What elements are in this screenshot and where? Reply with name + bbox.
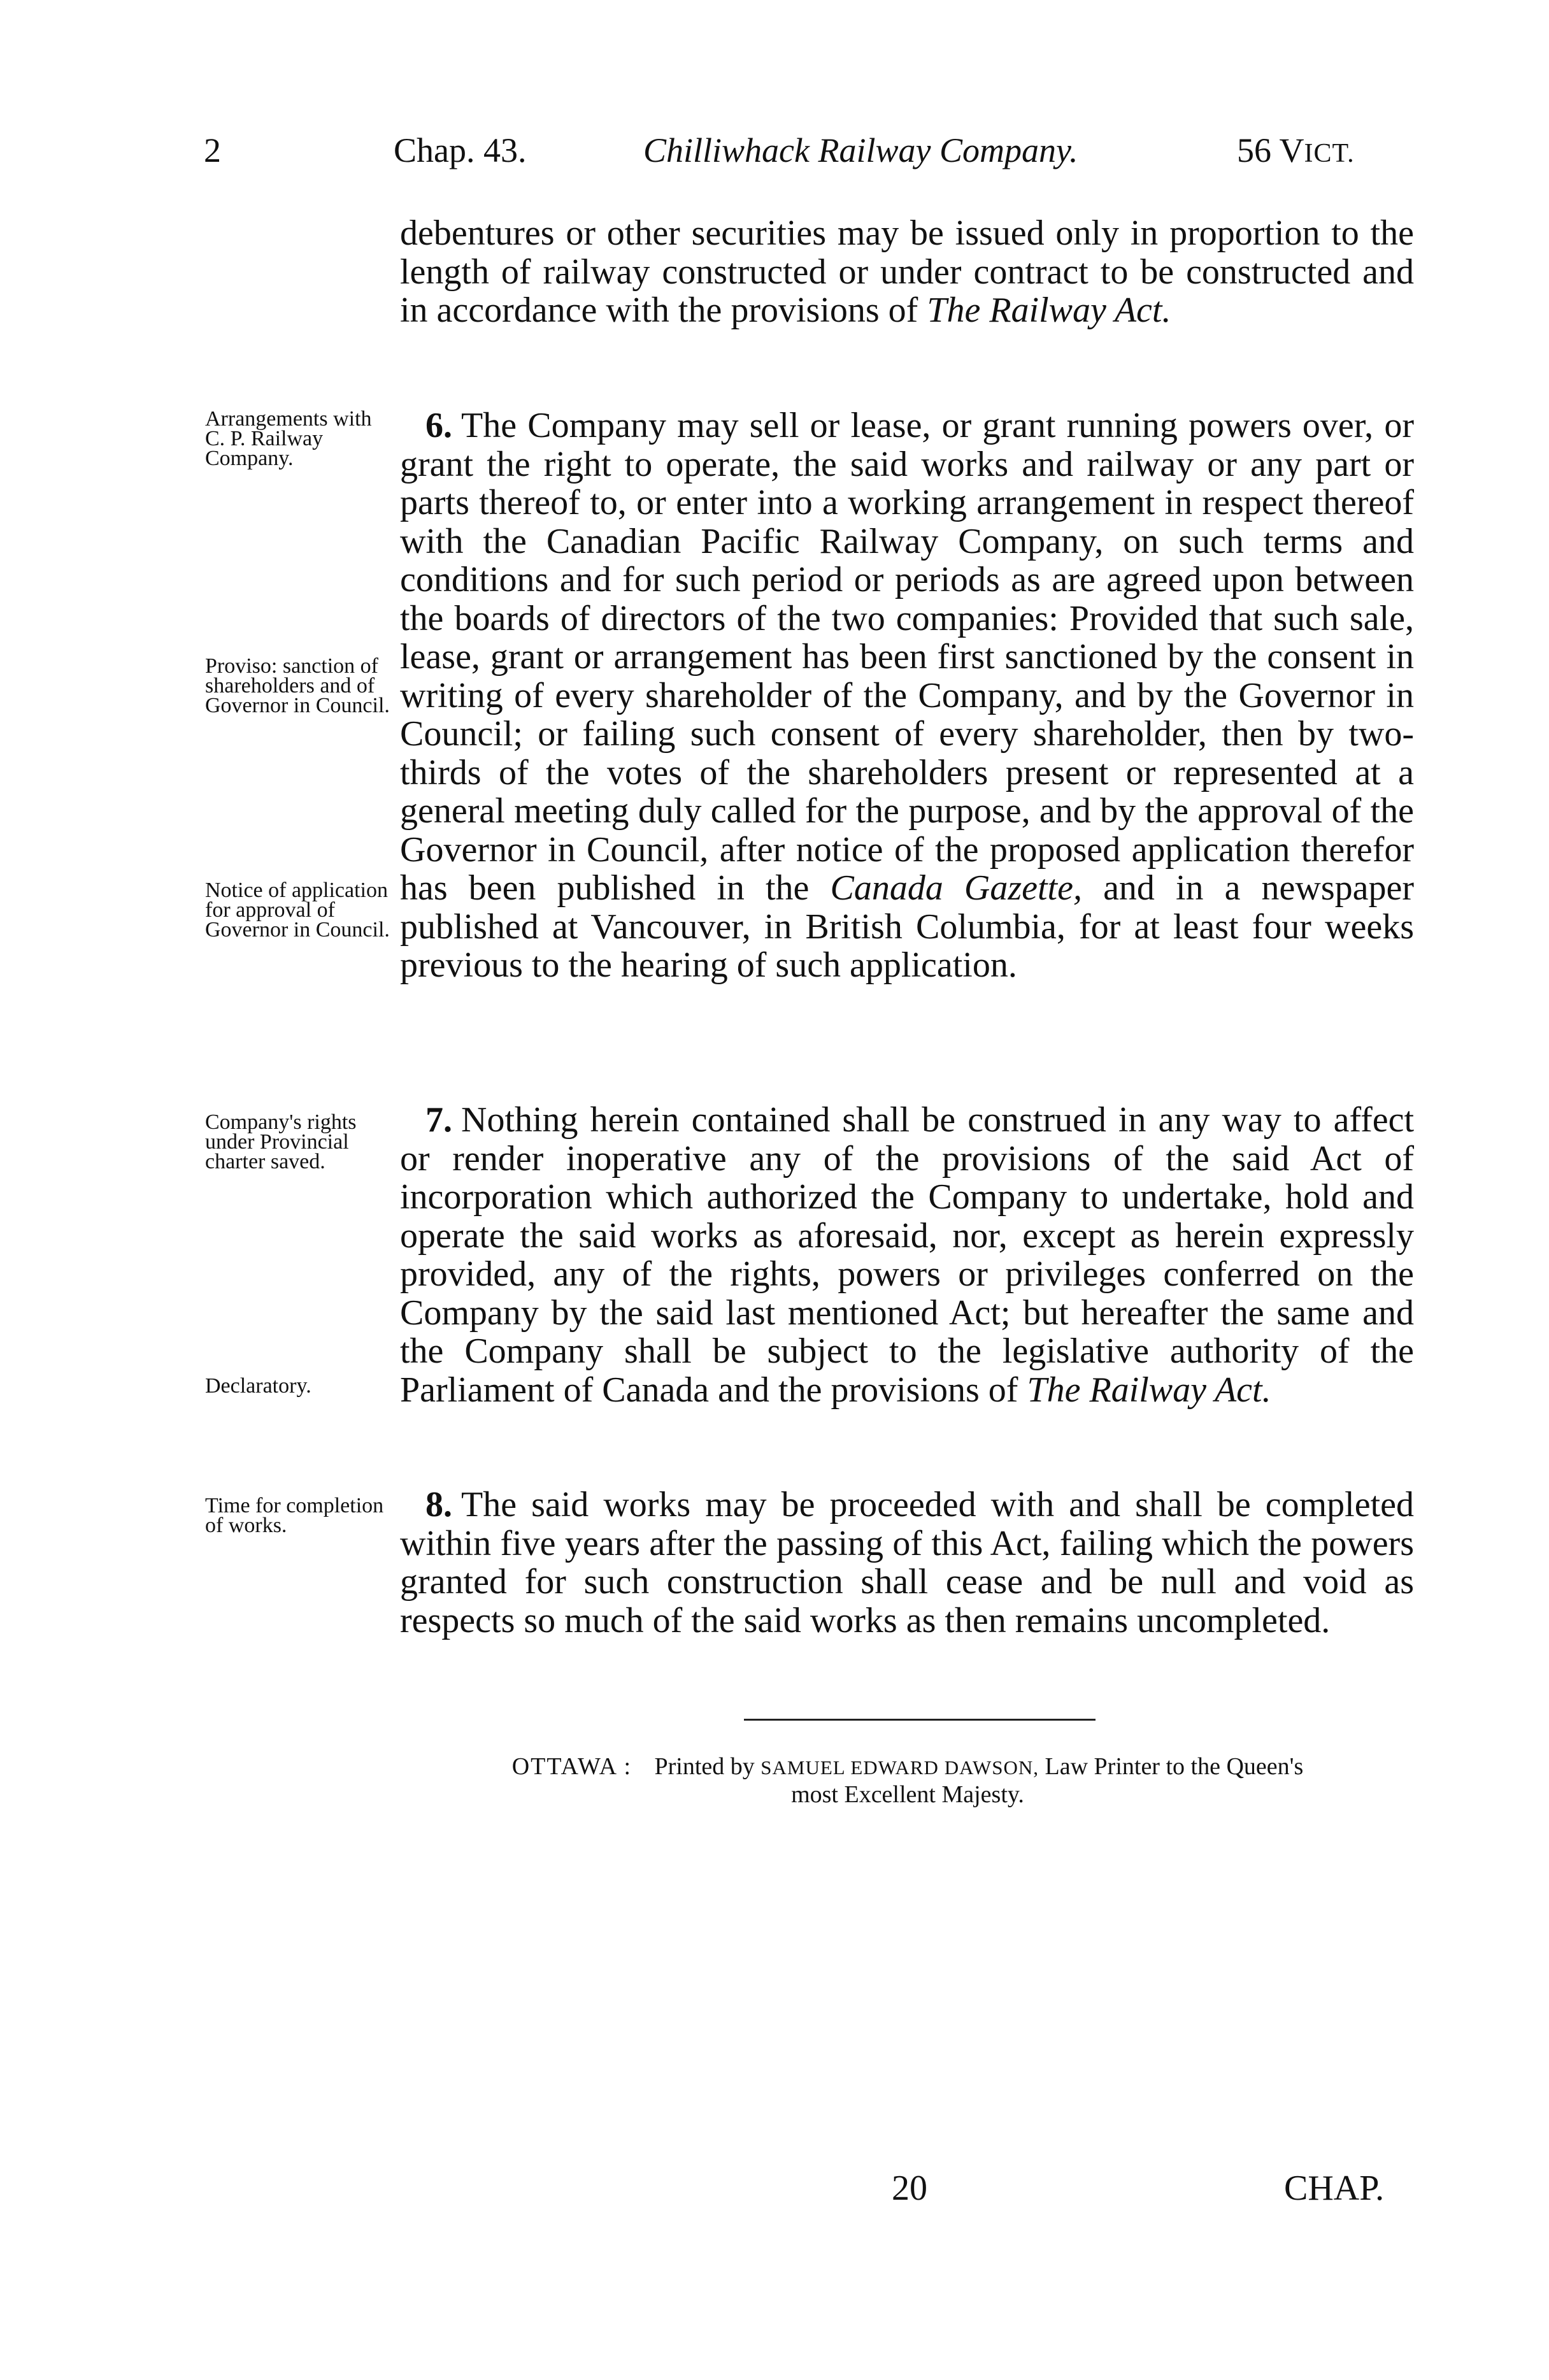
margin-note-proviso: Proviso: sanction of shareholders and of Governor in Council.: [205, 654, 390, 717]
chapter-label: Chap. 43.: [394, 131, 527, 169]
section-7-text: Nothing herein contained shall be construed in any way to affect or render inoperative any of the provisions of the said Act of incorporation which authorized the Company to undertake, hold and operate the said works as aforesaid, nor, except as herein expressly provided, any of the rights, powers or privileges conferred on the Company by the said last mentioned Act; but hereafter the same and the Company shall be subject to the legislative authority of the Parliament of Canada and the provisions of: [400, 1100, 1414, 1410]
imprint-printer-name: SAMUEL EDWARD DAWSON,: [760, 1756, 1039, 1779]
section-8-text: The said works may be proceeded with and shall be completed within five years after the passing of this Act, failing which the powers granted for such construction shall cease and be null and void as respects so much of the said works as then remains uncompleted.: [400, 1485, 1414, 1640]
section-6: [400, 406, 1414, 985]
regnal-ict: ICT.: [1304, 139, 1355, 168]
section-6-number: 6.: [425, 406, 452, 445]
margin-note-rights: Company's rights under Provincial charter saved.: [205, 1110, 357, 1173]
catchword: CHAP.: [1284, 2169, 1385, 2208]
imprint-city: OTTAWA :: [511, 1753, 632, 1780]
section-6-text: The Company may sell or lease, or grant running powers over, or grant the right to operate, the said works and railway or any part or parts thereof to, or enter into a working arrangement in respect thereof with the Canadian Pacific Railway Company, on such terms and conditions and for such period or periods as are agreed upon between the boards of directors of the two companies: Provided that such sale, lease, grant or arrangement has been first sanctioned by the consent in writing of every shareholder of the Company, and by the Governor in Council; or failing such consent of every shareholder, then by two-thirds of the votes of the shareholders present or represented at a general meeting duly called for the purpose, and by the approval of the Governor in Council, after notice of the proposed application therefor has been published in the: [400, 406, 1414, 908]
intro-text: debentures or other securities may be issued only in proportion to the length of railway constructed or under contract to be constructed and in accordance with the provisions of: [400, 213, 1414, 330]
regnal-v: V: [1279, 131, 1304, 169]
section-8-number: 8.: [425, 1485, 452, 1524]
regnal-year-number: 56: [1237, 131, 1271, 169]
page-number: 2: [204, 131, 221, 169]
margin-note-time: Time for completion of works.: [205, 1494, 384, 1537]
canada-gazette: Canada Gazette,: [830, 868, 1082, 908]
printer-imprint: [382, 1753, 1433, 1808]
running-title: Chilliwhack Railway Company.: [643, 131, 1078, 169]
margin-note-declaratory: Declaratory.: [205, 1374, 311, 1398]
imprint-line-1: [382, 1753, 1433, 1781]
signature-mark: 20: [892, 2169, 927, 2208]
section-divider-rule: [744, 1719, 1096, 1721]
imprint-line1-end: Law Printer to the Queen's: [1045, 1753, 1304, 1780]
intro-paragraph: [400, 214, 1414, 330]
regnal-year: [1237, 125, 1355, 176]
section-7: [400, 1101, 1414, 1409]
section-7-act-title: The Railway Act.: [1027, 1370, 1271, 1410]
imprint-printed-by: Printed by: [654, 1753, 755, 1780]
margin-note-notice: Notice of application for approval of Governor in Council.: [205, 878, 390, 942]
section-7-number: 7.: [425, 1100, 452, 1140]
section-8: [400, 1486, 1414, 1640]
section-6-text-end: and in a newspaper published at Vancouver, in British Columbia, for at least four weeks previous to the hearing of such application.: [400, 868, 1415, 985]
margin-note-arrangements: Arrangements with C. P. Railway Company.: [205, 407, 372, 470]
intro-act-title: The Railway Act.: [927, 290, 1171, 330]
imprint-line-2: most Excellent Majesty.: [791, 1781, 1024, 1808]
